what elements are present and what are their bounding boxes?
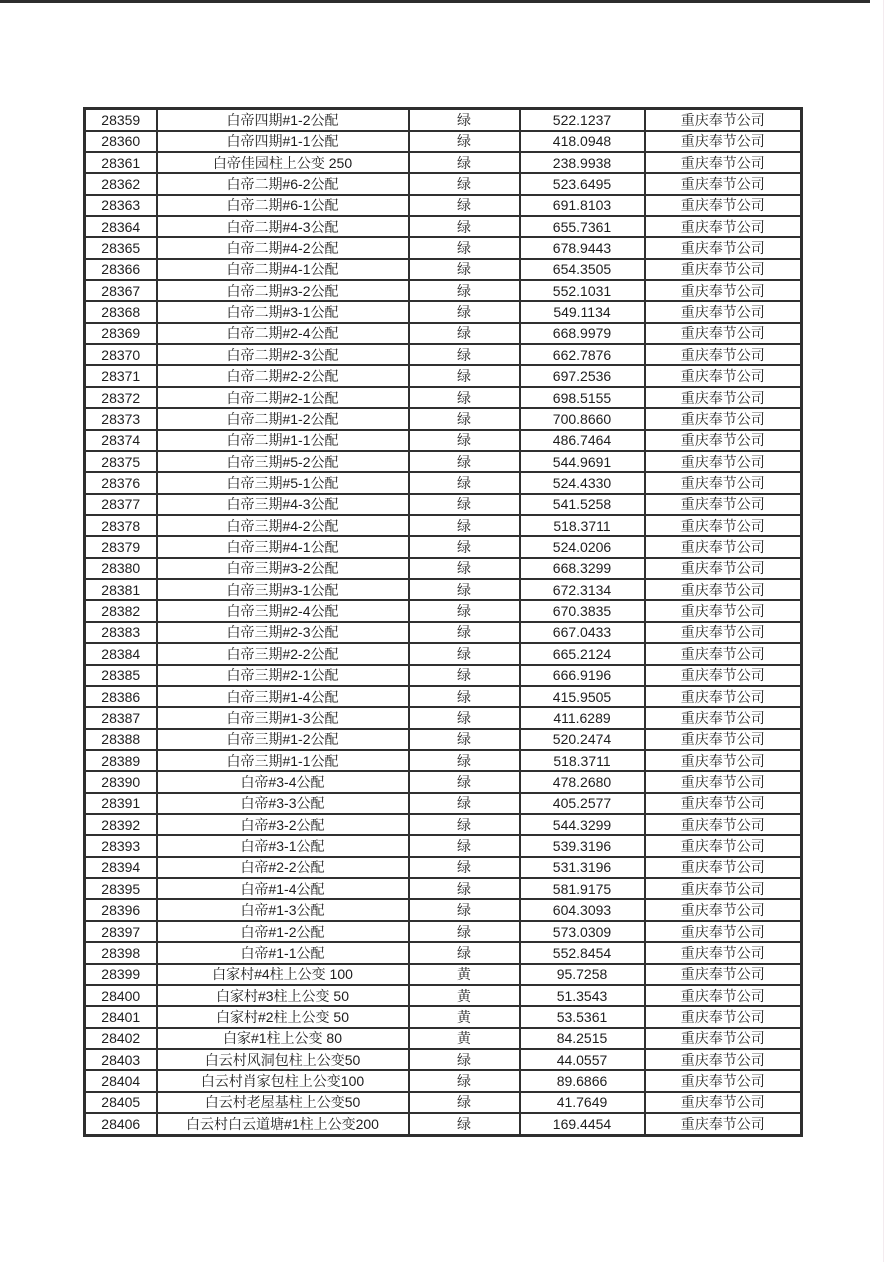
- cell-load-value: 89.6866: [520, 1070, 645, 1091]
- cell-record-id: 28368: [85, 301, 157, 322]
- cell-load-value: 486.7464: [520, 430, 645, 451]
- cell-load-value: 552.1031: [520, 280, 645, 301]
- cell-load-value: 418.0948: [520, 131, 645, 152]
- table-row: [85, 942, 802, 963]
- cell-load-value: 691.8103: [520, 195, 645, 216]
- table-row: [85, 622, 802, 643]
- cell-status: 黄: [409, 985, 520, 1006]
- cell-status: 绿: [409, 494, 520, 515]
- cell-load-value: 544.9691: [520, 451, 645, 472]
- cell-load-value: 411.6289: [520, 707, 645, 728]
- cell-record-id: 28401: [85, 1006, 157, 1027]
- cell-transformer-name: 白家村#3柱上公变 50: [157, 985, 409, 1006]
- cell-record-id: 28366: [85, 259, 157, 280]
- cell-record-id: 28375: [85, 451, 157, 472]
- cell-record-id: 28389: [85, 750, 157, 771]
- table-row: [85, 579, 802, 600]
- cell-transformer-name: 白帝四期#1-1公配: [157, 131, 409, 152]
- scan-top-edge-artifact: [0, 0, 870, 3]
- cell-company: 重庆奉节公司: [645, 1092, 802, 1113]
- table-row: [85, 814, 802, 835]
- cell-transformer-name: 白帝三期#2-4公配: [157, 600, 409, 621]
- table-row: [85, 280, 802, 301]
- table-row: [85, 216, 802, 237]
- cell-transformer-name: 白云村老屋基柱上公变50: [157, 1092, 409, 1113]
- cell-load-value: 84.2515: [520, 1028, 645, 1049]
- cell-status: 绿: [409, 131, 520, 152]
- cell-transformer-name: 白帝#1-3公配: [157, 899, 409, 920]
- table-row: [85, 964, 802, 985]
- table-row: [85, 451, 802, 472]
- cell-status: 绿: [409, 152, 520, 173]
- table-row: [85, 686, 802, 707]
- cell-status: 绿: [409, 1113, 520, 1135]
- cell-transformer-name: 白帝#3-1公配: [157, 835, 409, 856]
- cell-status: 绿: [409, 921, 520, 942]
- cell-record-id: 28365: [85, 237, 157, 258]
- cell-transformer-name: 白帝二期#3-2公配: [157, 280, 409, 301]
- cell-record-id: 28400: [85, 985, 157, 1006]
- cell-transformer-name: 白云村肖家包柱上公变100: [157, 1070, 409, 1091]
- cell-record-id: 28376: [85, 472, 157, 493]
- cell-status: 黄: [409, 1028, 520, 1049]
- cell-transformer-name: 白云村风洞包柱上公变50: [157, 1049, 409, 1070]
- table-row: [85, 600, 802, 621]
- table-row: [85, 665, 802, 686]
- table-row: [85, 707, 802, 728]
- cell-transformer-name: 白家村#2柱上公变 50: [157, 1006, 409, 1027]
- cell-load-value: 53.5361: [520, 1006, 645, 1027]
- cell-company: 重庆奉节公司: [645, 729, 802, 750]
- table-row: [85, 771, 802, 792]
- cell-status: 绿: [409, 686, 520, 707]
- cell-transformer-name: 白帝#3-2公配: [157, 814, 409, 835]
- table-row: [85, 131, 802, 152]
- cell-record-id: 28390: [85, 771, 157, 792]
- cell-status: 黄: [409, 964, 520, 985]
- table-row: [85, 173, 802, 194]
- table-row: [85, 1070, 802, 1091]
- cell-load-value: 549.1134: [520, 301, 645, 322]
- cell-status: 绿: [409, 835, 520, 856]
- cell-status: 绿: [409, 451, 520, 472]
- cell-record-id: 28397: [85, 921, 157, 942]
- cell-status: 绿: [409, 814, 520, 835]
- cell-company: 重庆奉节公司: [645, 643, 802, 664]
- cell-load-value: 520.2474: [520, 729, 645, 750]
- cell-company: 重庆奉节公司: [645, 536, 802, 557]
- cell-transformer-name: 白帝三期#4-3公配: [157, 494, 409, 515]
- table-row: [85, 985, 802, 1006]
- cell-load-value: 44.0557: [520, 1049, 645, 1070]
- cell-record-id: 28378: [85, 515, 157, 536]
- cell-record-id: 28361: [85, 152, 157, 173]
- cell-load-value: 524.0206: [520, 536, 645, 557]
- cell-load-value: 523.6495: [520, 173, 645, 194]
- cell-company: 重庆奉节公司: [645, 579, 802, 600]
- table-row: [85, 878, 802, 899]
- cell-company: 重庆奉节公司: [645, 558, 802, 579]
- cell-transformer-name: 白帝#3-3公配: [157, 793, 409, 814]
- cell-transformer-name: 白帝三期#1-4公配: [157, 686, 409, 707]
- cell-status: 绿: [409, 1092, 520, 1113]
- cell-load-value: 541.5258: [520, 494, 645, 515]
- cell-transformer-name: 白帝三期#3-1公配: [157, 579, 409, 600]
- cell-record-id: 28399: [85, 964, 157, 985]
- cell-load-value: 522.1237: [520, 109, 645, 131]
- cell-record-id: 28359: [85, 109, 157, 131]
- cell-status: 绿: [409, 430, 520, 451]
- cell-company: 重庆奉节公司: [645, 323, 802, 344]
- table-row: [85, 899, 802, 920]
- table-row: [85, 109, 802, 131]
- cell-record-id: 28386: [85, 686, 157, 707]
- cell-load-value: 238.9938: [520, 152, 645, 173]
- cell-status: 绿: [409, 323, 520, 344]
- cell-record-id: 28394: [85, 857, 157, 878]
- cell-transformer-name: 白帝四期#1-2公配: [157, 109, 409, 131]
- cell-load-value: 654.3505: [520, 259, 645, 280]
- cell-status: 绿: [409, 793, 520, 814]
- cell-status: 绿: [409, 600, 520, 621]
- table-row: [85, 857, 802, 878]
- cell-company: 重庆奉节公司: [645, 515, 802, 536]
- cell-status: 绿: [409, 280, 520, 301]
- cell-company: 重庆奉节公司: [645, 622, 802, 643]
- cell-status: 绿: [409, 622, 520, 643]
- cell-load-value: 518.3711: [520, 750, 645, 771]
- cell-transformer-name: 白帝二期#2-4公配: [157, 323, 409, 344]
- cell-transformer-name: 白帝二期#1-2公配: [157, 408, 409, 429]
- table-row: [85, 729, 802, 750]
- cell-load-value: 552.8454: [520, 942, 645, 963]
- cell-transformer-name: 白帝#1-4公配: [157, 878, 409, 899]
- cell-transformer-name: 白帝佳园柱上公变 250: [157, 152, 409, 173]
- cell-transformer-name: 白帝#1-1公配: [157, 942, 409, 963]
- cell-company: 重庆奉节公司: [645, 259, 802, 280]
- cell-load-value: 544.3299: [520, 814, 645, 835]
- cell-company: 重庆奉节公司: [645, 985, 802, 1006]
- cell-record-id: 28393: [85, 835, 157, 856]
- cell-load-value: 662.7876: [520, 344, 645, 365]
- cell-company: 重庆奉节公司: [645, 878, 802, 899]
- table-row: [85, 750, 802, 771]
- cell-transformer-name: 白帝二期#2-3公配: [157, 344, 409, 365]
- table-row: [85, 195, 802, 216]
- table-row: [85, 536, 802, 557]
- cell-status: 绿: [409, 536, 520, 557]
- cell-status: 绿: [409, 408, 520, 429]
- cell-status: 绿: [409, 173, 520, 194]
- cell-transformer-name: 白家村#4柱上公变 100: [157, 964, 409, 985]
- table-row: [85, 1092, 802, 1113]
- table-row: [85, 301, 802, 322]
- cell-load-value: 51.3543: [520, 985, 645, 1006]
- cell-transformer-name: 白帝三期#4-1公配: [157, 536, 409, 557]
- cell-load-value: 95.7258: [520, 964, 645, 985]
- cell-status: 绿: [409, 1070, 520, 1091]
- table-row: [85, 558, 802, 579]
- cell-record-id: 28367: [85, 280, 157, 301]
- cell-transformer-name: 白帝#1-2公配: [157, 921, 409, 942]
- table-row: [85, 408, 802, 429]
- table-row: [85, 237, 802, 258]
- cell-load-value: 531.3196: [520, 857, 645, 878]
- cell-company: 重庆奉节公司: [645, 1006, 802, 1027]
- cell-transformer-name: 白云村白云道塘#1柱上公变200: [157, 1113, 409, 1135]
- cell-transformer-name: 白帝#2-2公配: [157, 857, 409, 878]
- table-row: [85, 1006, 802, 1027]
- cell-load-value: 697.2536: [520, 365, 645, 386]
- cell-record-id: 28396: [85, 899, 157, 920]
- cell-record-id: 28360: [85, 131, 157, 152]
- cell-company: 重庆奉节公司: [645, 771, 802, 792]
- cell-transformer-name: 白帝三期#2-2公配: [157, 643, 409, 664]
- cell-record-id: 28404: [85, 1070, 157, 1091]
- cell-status: 绿: [409, 344, 520, 365]
- cell-status: 绿: [409, 387, 520, 408]
- cell-record-id: 28402: [85, 1028, 157, 1049]
- cell-record-id: 28379: [85, 536, 157, 557]
- cell-company: 重庆奉节公司: [645, 472, 802, 493]
- cell-status: 绿: [409, 365, 520, 386]
- cell-company: 重庆奉节公司: [645, 1070, 802, 1091]
- cell-transformer-name: 白帝二期#2-2公配: [157, 365, 409, 386]
- cell-transformer-name: 白帝二期#2-1公配: [157, 387, 409, 408]
- cell-record-id: 28384: [85, 643, 157, 664]
- cell-load-value: 539.3196: [520, 835, 645, 856]
- table-row: [85, 921, 802, 942]
- cell-transformer-name: 白帝二期#3-1公配: [157, 301, 409, 322]
- cell-transformer-name: 白帝三期#1-2公配: [157, 729, 409, 750]
- table-row: [85, 259, 802, 280]
- cell-load-value: 666.9196: [520, 665, 645, 686]
- cell-transformer-name: 白帝三期#2-3公配: [157, 622, 409, 643]
- cell-record-id: 28395: [85, 878, 157, 899]
- cell-company: 重庆奉节公司: [645, 899, 802, 920]
- cell-load-value: 668.9979: [520, 323, 645, 344]
- cell-load-value: 667.0433: [520, 622, 645, 643]
- cell-company: 重庆奉节公司: [645, 686, 802, 707]
- cell-transformer-name: 白帝二期#1-1公配: [157, 430, 409, 451]
- scan-right-edge-artifact: [883, 0, 884, 1262]
- cell-transformer-name: 白帝二期#6-1公配: [157, 195, 409, 216]
- cell-record-id: 28403: [85, 1049, 157, 1070]
- cell-company: 重庆奉节公司: [645, 451, 802, 472]
- table-row: [85, 472, 802, 493]
- cell-load-value: 672.3134: [520, 579, 645, 600]
- cell-record-id: 28405: [85, 1092, 157, 1113]
- cell-load-value: 573.0309: [520, 921, 645, 942]
- cell-status: 绿: [409, 771, 520, 792]
- cell-transformer-name: 白帝三期#1-3公配: [157, 707, 409, 728]
- cell-status: 绿: [409, 515, 520, 536]
- table-row: [85, 1113, 802, 1135]
- cell-status: 绿: [409, 237, 520, 258]
- cell-load-value: 405.2577: [520, 793, 645, 814]
- cell-record-id: 28364: [85, 216, 157, 237]
- cell-load-value: 604.3093: [520, 899, 645, 920]
- cell-transformer-name: 白帝三期#4-2公配: [157, 515, 409, 536]
- cell-record-id: 28385: [85, 665, 157, 686]
- cell-company: 重庆奉节公司: [645, 280, 802, 301]
- cell-load-value: 678.9443: [520, 237, 645, 258]
- cell-company: 重庆奉节公司: [645, 707, 802, 728]
- cell-company: 重庆奉节公司: [645, 835, 802, 856]
- cell-record-id: 28373: [85, 408, 157, 429]
- table-row: [85, 365, 802, 386]
- cell-status: 绿: [409, 643, 520, 664]
- table-row: [85, 1049, 802, 1070]
- cell-transformer-name: 白帝二期#4-2公配: [157, 237, 409, 258]
- cell-load-value: 169.4454: [520, 1113, 645, 1135]
- cell-company: 重庆奉节公司: [645, 921, 802, 942]
- cell-status: 绿: [409, 750, 520, 771]
- cell-company: 重庆奉节公司: [645, 173, 802, 194]
- cell-load-value: 665.2124: [520, 643, 645, 664]
- cell-record-id: 28392: [85, 814, 157, 835]
- cell-status: 绿: [409, 216, 520, 237]
- cell-company: 重庆奉节公司: [645, 216, 802, 237]
- cell-status: 绿: [409, 899, 520, 920]
- cell-company: 重庆奉节公司: [645, 237, 802, 258]
- table-row: [85, 152, 802, 173]
- cell-load-value: 668.3299: [520, 558, 645, 579]
- cell-load-value: 41.7649: [520, 1092, 645, 1113]
- cell-load-value: 670.3835: [520, 600, 645, 621]
- cell-record-id: 28371: [85, 365, 157, 386]
- transformer-load-table: [83, 107, 803, 1137]
- cell-transformer-name: 白帝三期#2-1公配: [157, 665, 409, 686]
- table-row: [85, 643, 802, 664]
- cell-status: 绿: [409, 1049, 520, 1070]
- cell-company: 重庆奉节公司: [645, 430, 802, 451]
- cell-transformer-name: 白帝三期#5-1公配: [157, 472, 409, 493]
- cell-record-id: 28363: [85, 195, 157, 216]
- cell-record-id: 28388: [85, 729, 157, 750]
- cell-record-id: 28380: [85, 558, 157, 579]
- cell-record-id: 28383: [85, 622, 157, 643]
- cell-load-value: 478.2680: [520, 771, 645, 792]
- cell-status: 绿: [409, 665, 520, 686]
- table-row: [85, 835, 802, 856]
- cell-transformer-name: 白帝二期#4-1公配: [157, 259, 409, 280]
- cell-record-id: 28374: [85, 430, 157, 451]
- cell-status: 绿: [409, 942, 520, 963]
- table-row: [85, 515, 802, 536]
- cell-status: 绿: [409, 301, 520, 322]
- table-row: [85, 387, 802, 408]
- cell-record-id: 28369: [85, 323, 157, 344]
- table-row: [85, 344, 802, 365]
- table-row: [85, 793, 802, 814]
- cell-status: 绿: [409, 707, 520, 728]
- table-row: [85, 430, 802, 451]
- cell-company: 重庆奉节公司: [645, 793, 802, 814]
- cell-status: 绿: [409, 729, 520, 750]
- cell-company: 重庆奉节公司: [645, 814, 802, 835]
- cell-load-value: 698.5155: [520, 387, 645, 408]
- cell-load-value: 655.7361: [520, 216, 645, 237]
- cell-record-id: 28391: [85, 793, 157, 814]
- cell-company: 重庆奉节公司: [645, 195, 802, 216]
- cell-company: 重庆奉节公司: [645, 600, 802, 621]
- cell-company: 重庆奉节公司: [645, 152, 802, 173]
- cell-transformer-name: 白帝#3-4公配: [157, 771, 409, 792]
- cell-company: 重庆奉节公司: [645, 857, 802, 878]
- cell-status: 绿: [409, 857, 520, 878]
- cell-status: 绿: [409, 878, 520, 899]
- cell-company: 重庆奉节公司: [645, 942, 802, 963]
- cell-company: 重庆奉节公司: [645, 387, 802, 408]
- cell-company: 重庆奉节公司: [645, 344, 802, 365]
- cell-record-id: 28362: [85, 173, 157, 194]
- cell-status: 绿: [409, 558, 520, 579]
- cell-transformer-name: 白帝二期#4-3公配: [157, 216, 409, 237]
- cell-load-value: 524.4330: [520, 472, 645, 493]
- cell-status: 绿: [409, 259, 520, 280]
- cell-company: 重庆奉节公司: [645, 1113, 802, 1135]
- cell-company: 重庆奉节公司: [645, 1028, 802, 1049]
- cell-load-value: 581.9175: [520, 878, 645, 899]
- cell-transformer-name: 白帝三期#5-2公配: [157, 451, 409, 472]
- cell-company: 重庆奉节公司: [645, 750, 802, 771]
- cell-load-value: 415.9505: [520, 686, 645, 707]
- cell-company: 重庆奉节公司: [645, 665, 802, 686]
- cell-company: 重庆奉节公司: [645, 131, 802, 152]
- cell-transformer-name: 白帝三期#1-1公配: [157, 750, 409, 771]
- cell-transformer-name: 白家#1柱上公变 80: [157, 1028, 409, 1049]
- cell-company: 重庆奉节公司: [645, 1049, 802, 1070]
- cell-record-id: 28370: [85, 344, 157, 365]
- cell-status: 黄: [409, 1006, 520, 1027]
- cell-record-id: 28406: [85, 1113, 157, 1135]
- cell-transformer-name: 白帝二期#6-2公配: [157, 173, 409, 194]
- cell-load-value: 700.8660: [520, 408, 645, 429]
- cell-status: 绿: [409, 109, 520, 131]
- cell-company: 重庆奉节公司: [645, 408, 802, 429]
- cell-load-value: 518.3711: [520, 515, 645, 536]
- table-row: [85, 494, 802, 515]
- cell-record-id: 28381: [85, 579, 157, 600]
- cell-transformer-name: 白帝三期#3-2公配: [157, 558, 409, 579]
- cell-record-id: 28377: [85, 494, 157, 515]
- cell-company: 重庆奉节公司: [645, 365, 802, 386]
- cell-status: 绿: [409, 579, 520, 600]
- cell-record-id: 28372: [85, 387, 157, 408]
- table-row: [85, 323, 802, 344]
- cell-company: 重庆奉节公司: [645, 494, 802, 515]
- table-row: [85, 1028, 802, 1049]
- cell-record-id: 28398: [85, 942, 157, 963]
- cell-company: 重庆奉节公司: [645, 964, 802, 985]
- cell-company: 重庆奉节公司: [645, 109, 802, 131]
- cell-status: 绿: [409, 472, 520, 493]
- cell-status: 绿: [409, 195, 520, 216]
- cell-company: 重庆奉节公司: [645, 301, 802, 322]
- table-body: [85, 109, 802, 1136]
- cell-record-id: 28387: [85, 707, 157, 728]
- cell-record-id: 28382: [85, 600, 157, 621]
